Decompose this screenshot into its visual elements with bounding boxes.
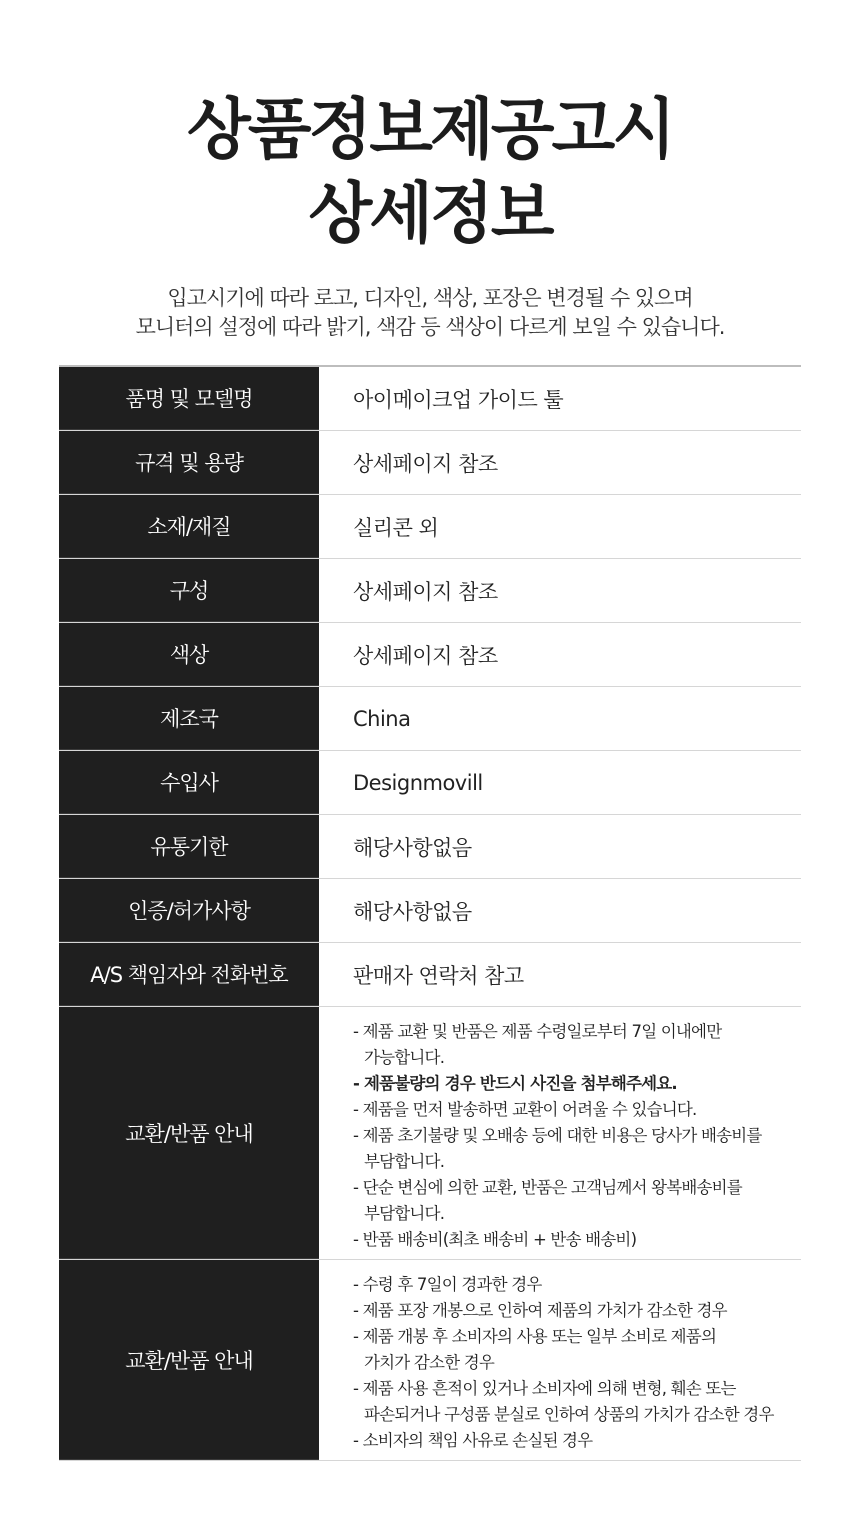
row-value: 상세페이지 참조: [353, 643, 498, 668]
row-label: 규격 및 용량: [59, 431, 319, 494]
exchange-guide-list: [319, 1007, 801, 1259]
title-line-1: 상품정보제공고시: [186, 91, 674, 168]
row-label: 제조국: [59, 687, 319, 750]
table-row-country: [59, 687, 801, 751]
list-item: - 수령 후 7일이 경과한 경우: [353, 1275, 542, 1294]
row-label: 인증/허가사항: [59, 879, 319, 942]
title-line-2: 상세정보: [308, 175, 552, 252]
list-item: - 제품을 먼저 발송하면 교환이 어려울 수 있습니다.: [353, 1100, 697, 1119]
list-item: 파손되거나 구성품 분실로 인하여 상품의 가치가 감소한 경우: [364, 1405, 774, 1424]
page-title: [0, 88, 860, 256]
table-row-product-name: [59, 367, 801, 431]
list-item: - 단순 변심에 의한 교환, 반품은 고객님께서 왕복배송비를: [353, 1178, 742, 1197]
table-row-exchange-restrictions: [59, 1260, 801, 1461]
row-label: 구성: [59, 559, 319, 622]
row-value: 상세페이지 참조: [353, 451, 498, 476]
row-label: 소재/재질: [59, 495, 319, 558]
table-row-size: [59, 431, 801, 495]
notice-line-1: 입고시기에 따라 로고, 디자인, 색상, 포장은 변경될 수 있으며: [167, 286, 693, 310]
notice-line-2: 모니터의 설정에 따라 밝기, 색감 등 색상이 다르게 보일 수 있습니다.: [135, 315, 725, 339]
table-row-color: [59, 623, 801, 687]
table-row-certification: [59, 879, 801, 943]
list-item: - 제품 포장 개봉으로 인하여 제품의 가치가 감소한 경우: [353, 1301, 727, 1320]
row-label: A/S 책임자와 전화번호: [59, 943, 319, 1006]
table-row-exchange-guide: [59, 1007, 801, 1260]
row-value: China: [353, 706, 411, 731]
row-label: 유통기한: [59, 815, 319, 878]
table-row-importer: [59, 751, 801, 815]
row-label: 품명 및 모델명: [59, 367, 319, 430]
table-row-material: [59, 495, 801, 559]
row-value: 아이메이크업 가이드 툴: [353, 387, 564, 412]
row-label: 수입사: [59, 751, 319, 814]
table-row-composition: [59, 559, 801, 623]
notice-text: [0, 284, 860, 342]
row-label: 교환/반품 안내: [59, 1260, 319, 1460]
list-item: - 소비자의 책임 사유로 손실된 경우: [353, 1431, 593, 1450]
list-item: - 제품 사용 흔적이 있거나 소비자에 의해 변형, 훼손 또는: [353, 1379, 736, 1398]
row-label: 색상: [59, 623, 319, 686]
exchange-restriction-list: [319, 1260, 801, 1460]
list-item: - 제품불량의 경우 반드시 사진을 첨부해주세요.: [353, 1074, 677, 1093]
row-value: 판매자 연락처 참고: [353, 963, 524, 988]
list-item: 부담합니다.: [364, 1152, 445, 1171]
list-item: 가치가 감소한 경우: [364, 1353, 495, 1372]
list-item: - 반품 배송비(최초 배송비 + 반송 배송비): [353, 1230, 637, 1249]
list-item: 가능합니다.: [364, 1048, 445, 1067]
row-value: 실리콘 외: [353, 515, 439, 540]
table-row-as-contact: [59, 943, 801, 1007]
row-label: 교환/반품 안내: [59, 1007, 319, 1259]
row-value: Designmovill: [353, 770, 483, 795]
row-value: 해당사항없음: [353, 835, 472, 860]
list-item: - 제품 초기불량 및 오배송 등에 대한 비용은 당사가 배송비를: [353, 1126, 762, 1145]
list-item: 부담합니다.: [364, 1204, 445, 1223]
product-info-table: [59, 365, 801, 1461]
row-value: 해당사항없음: [353, 899, 472, 924]
table-row-expiry: [59, 815, 801, 879]
list-item: - 제품 교환 및 반품은 제품 수령일로부터 7일 이내에만: [353, 1022, 722, 1041]
list-item: - 제품 개봉 후 소비자의 사용 또는 일부 소비로 제품의: [353, 1327, 717, 1346]
row-value: 상세페이지 참조: [353, 579, 498, 604]
